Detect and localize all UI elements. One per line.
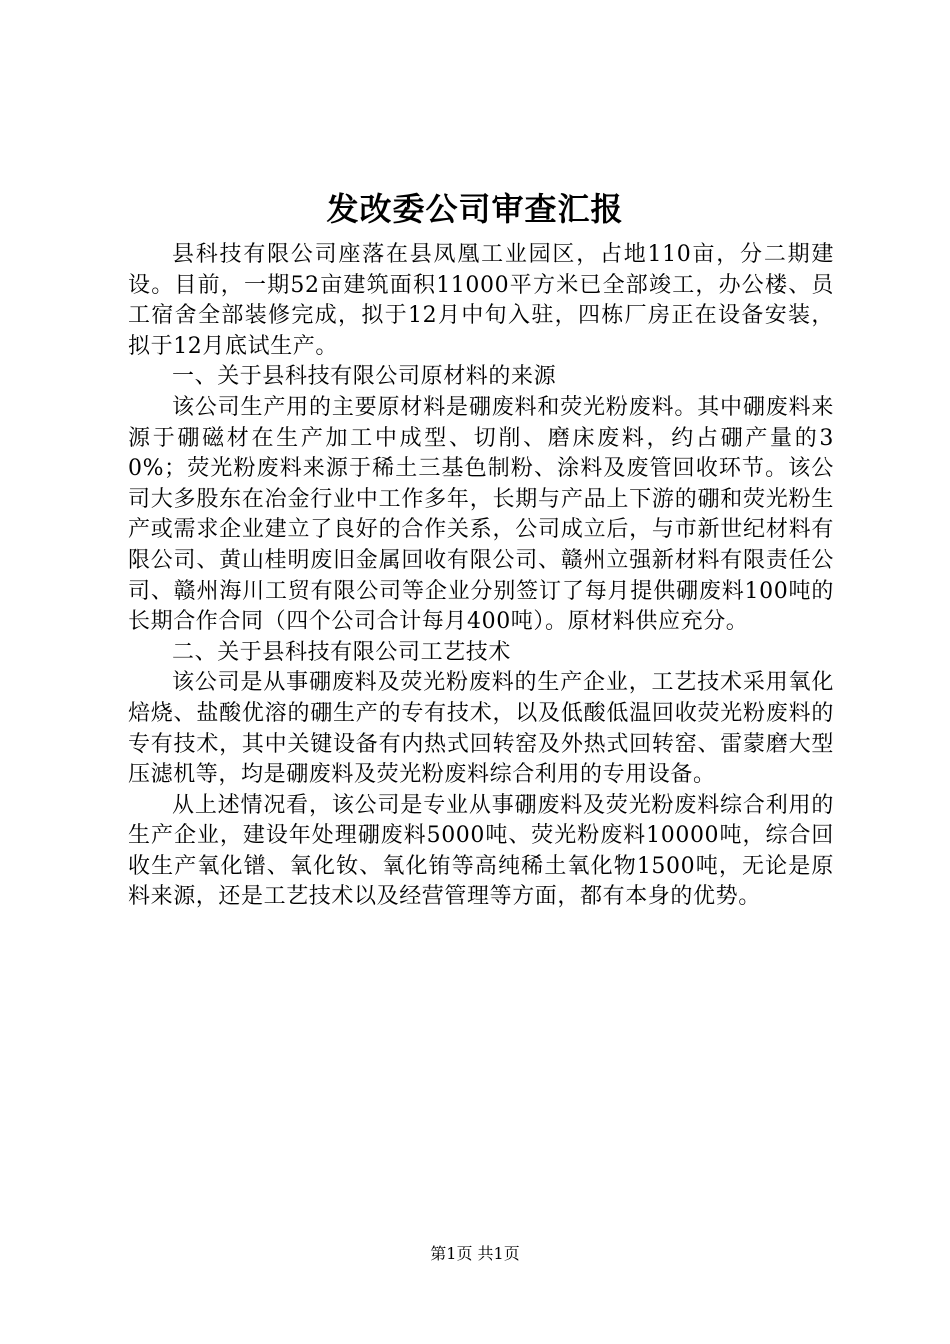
section-heading-raw-materials: 一、关于县科技有限公司原材料的来源 bbox=[172, 364, 557, 390]
document-title: 发改委公司审查汇报 bbox=[326, 190, 624, 228]
raw-materials-paragraph: 该公司生产用的主要原材料是硼废料和荧光粉废料。其中硼废料来源于硼磁材在生产加工中成型、切削、磨床废料，约占硼产量的30%；荧光粉废料来源于稀土三基色制粉、涂料及废管回收环节。该公司大多股东在冶金行业中工作多年，长期与产品上下游的硼和荧光粉生产或需求企业建立了良好的合作关系，公司成立后，与市新世纪材料有限公司、黄山桂明废旧金属回收有限公司、赣州立强新材料有限责任公司、赣州海川工贸有限公司等企业分别签订了每月提供硼废料100吨的长期合作合同（四个公司合计每月400吨）。原材料供应充分。 bbox=[128, 394, 834, 635]
document-body bbox=[128, 240, 834, 913]
conclusion-paragraph: 从上述情况看，该公司是专业从事硼废料及荧光粉废料综合利用的生产企业，建设年处理硼废料5000吨、荧光粉废料10000吨，综合回收生产氧化镨、氧化钕、氧化铕等高纯稀土氧化物1500吨，无论是原料来源，还是工艺技术以及经营管理等方面，都有本身的优势。 bbox=[128, 792, 834, 910]
section-heading-technology: 二、关于县科技有限公司工艺技术 bbox=[172, 639, 512, 665]
intro-paragraph: 县科技有限公司座落在县凤凰工业园区，占地110亩，分二期建设。目前，一期52亩建筑面积11000平方米已全部竣工，办公楼、员工宿舍全部装修完成，拟于12月中旬入驻，四栋厂房正在设备安装，拟于12月底试生产。 bbox=[128, 242, 834, 359]
page-footer: 第1页 共1页 bbox=[430, 1244, 520, 1263]
technology-paragraph: 该公司是从事硼废料及荧光粉废料的生产企业，工艺技术采用氧化焙烧、盐酸优溶的硼生产的专有技术，以及低酸低温回收荧光粉废料的专有技术，其中关键设备有内热式回转窑及外热式回转窑、雷蒙磨大型压滤机等，均是硼废料及荧光粉废料综合利用的专用设备。 bbox=[128, 670, 834, 788]
